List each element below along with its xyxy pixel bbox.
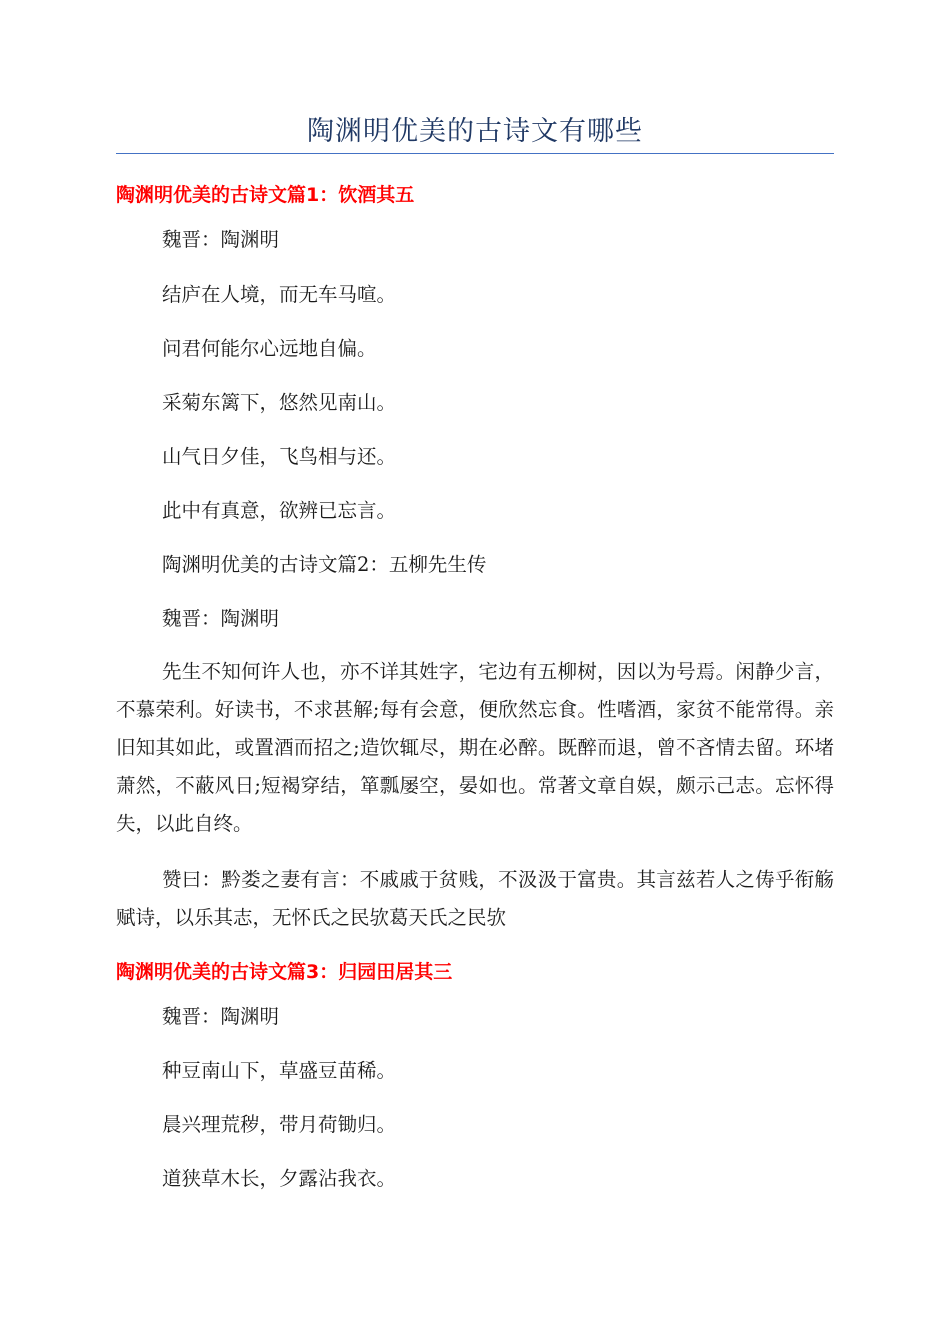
section-3-line: 种豆南山下，草盛豆苗稀。 [162,1059,397,1082]
section-1-line: 结庐在人境，而无车马喧。 [162,283,397,306]
section-1-line: 山气日夕佳，飞鸟相与还。 [162,445,397,468]
section-1-line: 问君何能尔心远地自偏。 [162,337,377,360]
section-3-line: 道狭草木长，夕露沾我衣。 [162,1167,397,1190]
section-3-author: 魏晋：陶渊明 [162,1005,280,1028]
title-divider [116,153,834,154]
section-1-author: 魏晋：陶渊明 [162,228,280,251]
section-1-line: 采菊东篱下，悠然见南山。 [162,391,397,414]
section-2-body: 先生不知何许人也，亦不详其姓字，宅边有五柳树，因以为号焉。闲静少言，不慕荣利。好读书，不求甚解;每有会意，便欣然忘食。性嗜酒，家贫不能常得。亲旧知其如此，或置酒而招之;造饮辄尽，期在必醉。既醉而退，曾不吝情去留。环堵萧然，不蔽风日;短褐穿结，箪瓢屡空，晏如也。常著文章自娱，颇示己志。忘怀得失，以此自终。 [116,660,834,835]
section-2-praise: 赞曰：黔娄之妻有言：不戚戚于贫贱，不汲汲于富贵。其言兹若人之俦乎衔觞赋诗，以乐其志，无怀氏之民欤葛天氏之民欤 [116,868,834,929]
section-3-heading: 陶渊明优美的古诗文篇3：归园田居其三 [116,961,453,983]
section-2-heading: 陶渊明优美的古诗文篇2：五柳先生传 [162,553,487,576]
section-1-heading: 陶渊明优美的古诗文篇1：饮酒其五 [116,184,415,206]
section-3-line: 晨兴理荒秽，带月荷锄归。 [162,1113,397,1136]
section-2-author: 魏晋：陶渊明 [162,607,280,630]
section-1-line: 此中有真意，欲辨已忘言。 [162,499,397,522]
page-title: 陶渊明优美的古诗文有哪些 [307,116,643,147]
